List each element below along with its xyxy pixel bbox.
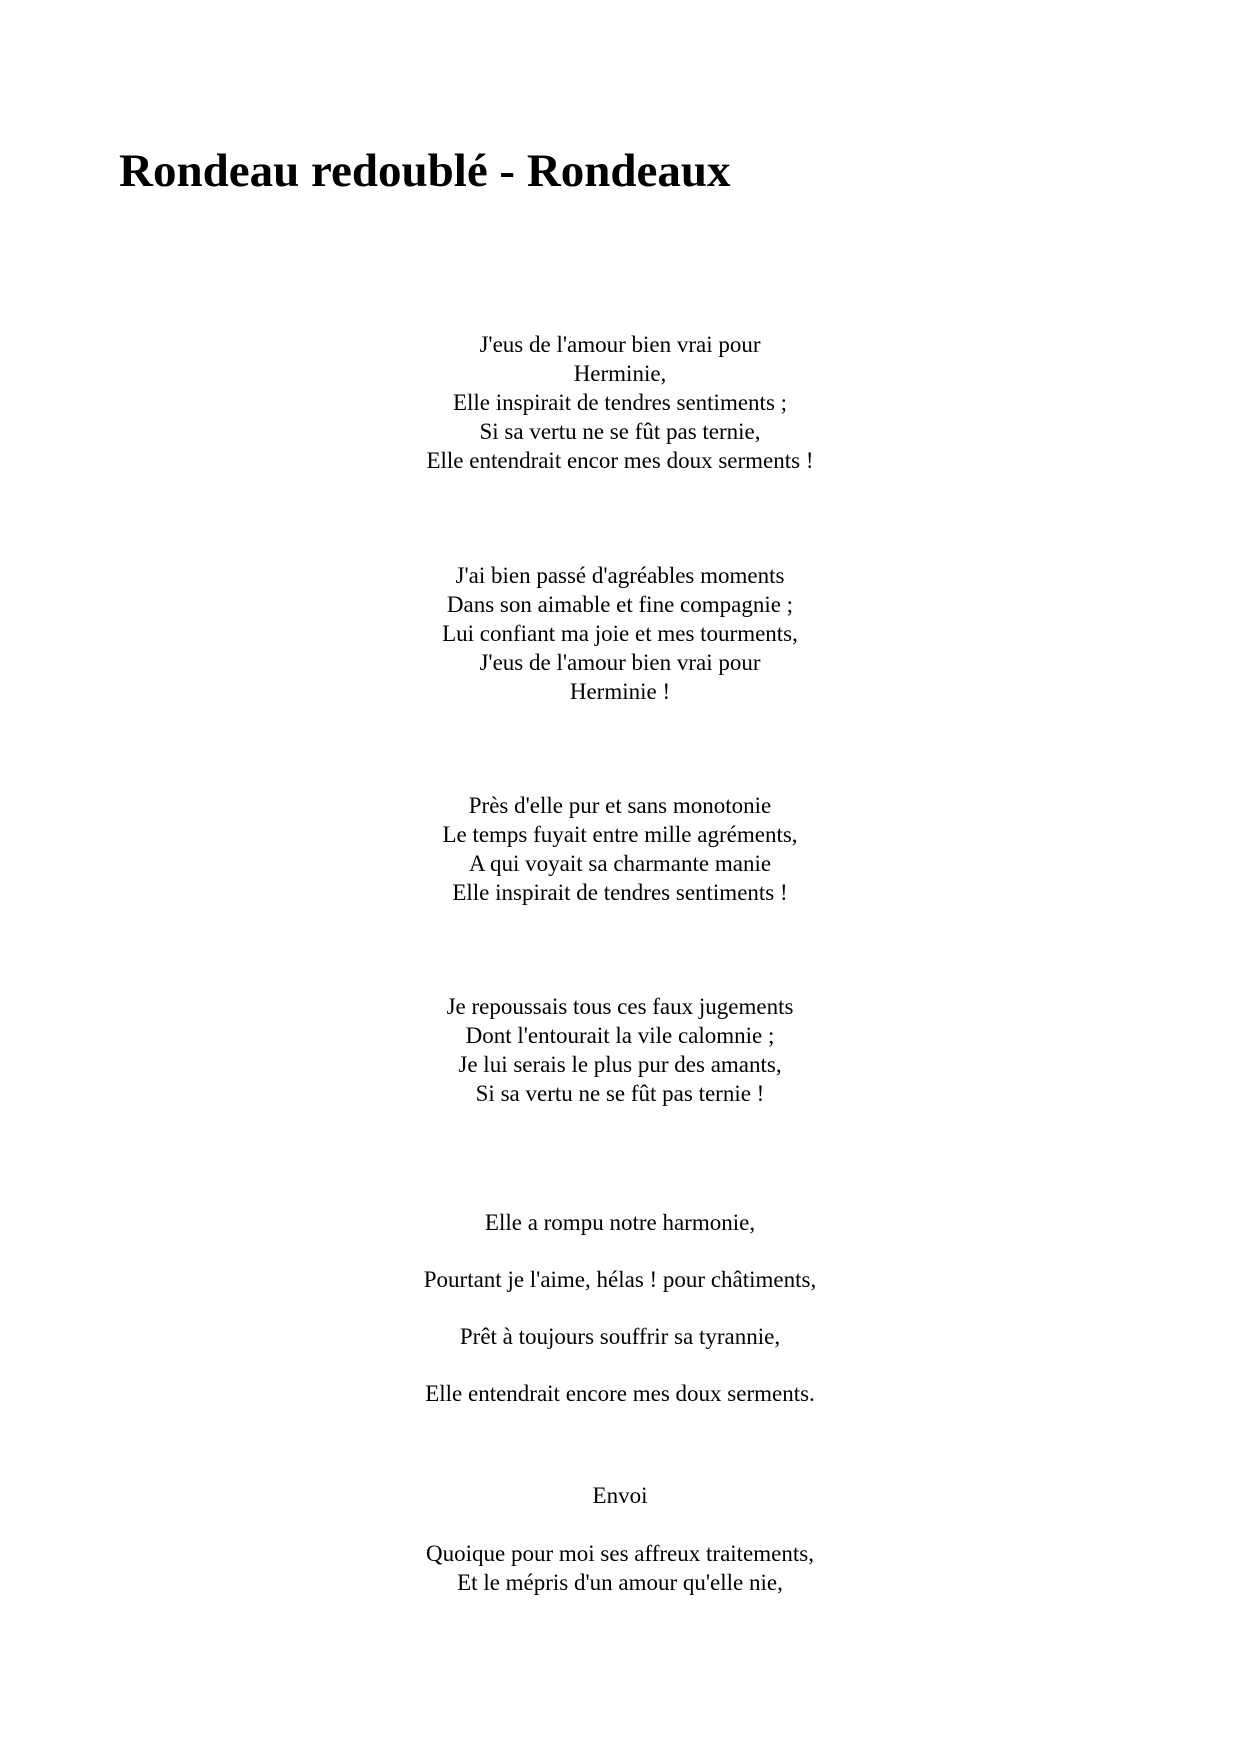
envoi-stanza [0,1539,1240,1597]
poem-line: Je repoussais tous ces faux jugements [446,994,794,1019]
poem-line: Elle a rompu notre harmonie, [484,1210,756,1235]
poem-line: Elle inspirait de tendres sentiments ! [452,880,788,905]
poem-line: Elle inspirait de tendres sentiments ; [452,390,788,415]
poem-line: Herminie ! [569,679,671,704]
poem-line: Elle entendrait encor mes doux serments ! [426,448,814,473]
stanza-3 [0,791,1240,907]
poem-line: A qui voyait sa charmante manie [468,851,772,876]
poem-line: Pourtant je l'aime, hélas ! pour châtiments, [423,1267,817,1292]
poem-line: J'eus de l'amour bien vrai pour [479,650,761,675]
poem-line: Près d'elle pur et sans monotonie [468,793,772,818]
stanza-5 [0,1194,1240,1422]
poem-line: Herminie, [573,361,667,386]
poem-line: J'ai bien passé d'agréables moments [455,563,785,588]
poem-line: Le temps fuyait entre mille agréments, [442,822,798,847]
poem-line: J'eus de l'amour bien vrai pour [479,332,761,357]
poem-line: Si sa vertu ne se fût pas ternie ! [475,1081,765,1106]
poem-line: Prêt à toujours souffrir sa tyrannie, [459,1324,781,1349]
envoi-heading [0,1481,1240,1510]
page-title: Rondeau redoublé - Rondeaux [119,145,731,197]
poem-line: Et le mépris d'un amour qu'elle nie, [457,1570,783,1595]
poem-line: Dont l'entourait la vile calomnie ; [465,1023,775,1048]
poem-line: Lui confiant ma joie et mes tourments, [442,621,798,646]
poem-line: Quoique pour moi ses affreux traitements, [426,1541,814,1566]
stanza-4 [0,992,1240,1108]
poem-line: Si sa vertu ne se fût pas ternie, [479,419,761,444]
poem-line: Dans son aimable et fine compagnie ; [446,592,794,617]
stanza-1 [0,330,1240,475]
envoi-heading-text: Envoi [592,1483,648,1508]
stanza-2 [0,561,1240,706]
poem-line: Je lui serais le plus pur des amants, [458,1052,782,1077]
poem-line: Elle entendrait encore mes doux serments. [425,1381,815,1406]
